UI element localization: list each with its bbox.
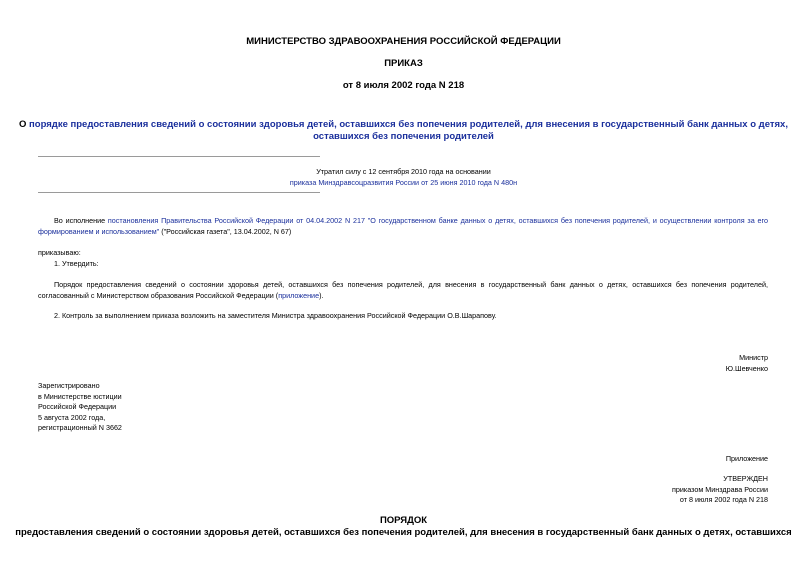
signature-position: Министр bbox=[739, 353, 768, 362]
approve-paragraph bbox=[38, 279, 768, 301]
preamble-link-2[interactable]: формированием и использованием" bbox=[38, 227, 160, 236]
document-title bbox=[0, 119, 807, 143]
date-number-heading: от 8 июля 2002 года N 218 bbox=[342, 80, 465, 91]
item-2: 2. Контроль за выполнением приказа возложить на заместителя Министра здравоохранения Российской Федерации О.В.Шарапову. bbox=[54, 311, 497, 320]
registration-line: Российской Федерации bbox=[38, 402, 117, 411]
registration-line: 5 августа 2002 года, bbox=[38, 412, 106, 422]
divider-top bbox=[38, 156, 320, 157]
order-word: приказываю: bbox=[38, 248, 81, 257]
preamble-link[interactable]: постановления Правительства Российской Федерации от 04.04.2002 N 217 "О государственном банке данных о детях, оставшихся без попечения родителей, и осуществлении контроля за его bbox=[107, 216, 768, 225]
registration-line: в Министерстве юстиции bbox=[38, 391, 122, 401]
signature-name: Ю.Шевченко bbox=[725, 364, 768, 373]
approval-block bbox=[672, 474, 768, 506]
signature-block bbox=[726, 352, 768, 374]
approve-line2-suffix: ). bbox=[319, 291, 324, 300]
title-link-line1[interactable]: порядке предоставления сведений о состоянии здоровья детей, оставшихся без попечения родителей, для внесения в государственный банк данных о детях, bbox=[29, 119, 788, 130]
preamble-prefix: Во исполнение bbox=[54, 216, 108, 225]
title-prefix: О bbox=[19, 119, 30, 130]
status-note bbox=[0, 166, 807, 188]
ministry-heading: МИНИСТЕРСТВО ЗДРАВООХРАНЕНИЯ РОССИЙСКОЙ ФЕДЕРАЦИИ bbox=[246, 36, 561, 47]
registration-block bbox=[38, 381, 122, 434]
registration-line: регистрационный N 3662 bbox=[38, 423, 122, 432]
doc-type-heading: ПРИКАЗ bbox=[384, 58, 423, 69]
approve-line1: Порядок предоставления сведений о состоянии здоровья детей, оставшихся без попечения родителей, для внесения в государственный банк данных о детях, оставшихся без попечения родителей, bbox=[54, 280, 768, 289]
approved-word: УТВЕРЖДЕН bbox=[723, 474, 768, 483]
title-link-line2[interactable]: оставшихся без попечения родителей bbox=[313, 131, 494, 142]
preamble-suffix: ("Российская газета", 13.04.2002, N 67) bbox=[159, 227, 292, 236]
registration-line: Зарегистрировано bbox=[38, 381, 100, 390]
appendix-label: Приложение bbox=[725, 454, 768, 463]
divider-bottom bbox=[38, 192, 320, 193]
procedure-subheading: предоставления сведений о состоянии здоровья детей, оставшихся без попечения родителей, для внесения в государственный банк данных о детях, оставшихся bbox=[15, 527, 792, 538]
preamble-paragraph bbox=[38, 215, 768, 237]
appendix-link[interactable]: приложение bbox=[278, 291, 320, 300]
status-text: Утратил силу с 12 сентября 2010 года на основании bbox=[316, 167, 491, 176]
status-link[interactable]: приказа Минздравсоцразвития России от 25 июня 2010 года N 480н bbox=[289, 178, 518, 187]
approve-line2-prefix: согласованный с Министерством образования Российской Федерации ( bbox=[38, 291, 279, 300]
approved-by: приказом Минздрава России bbox=[672, 484, 768, 494]
approved-date: от 8 июля 2002 года N 218 bbox=[679, 495, 768, 504]
item-1: 1. Утвердить: bbox=[54, 259, 99, 268]
procedure-heading: ПОРЯДОК bbox=[379, 515, 428, 526]
